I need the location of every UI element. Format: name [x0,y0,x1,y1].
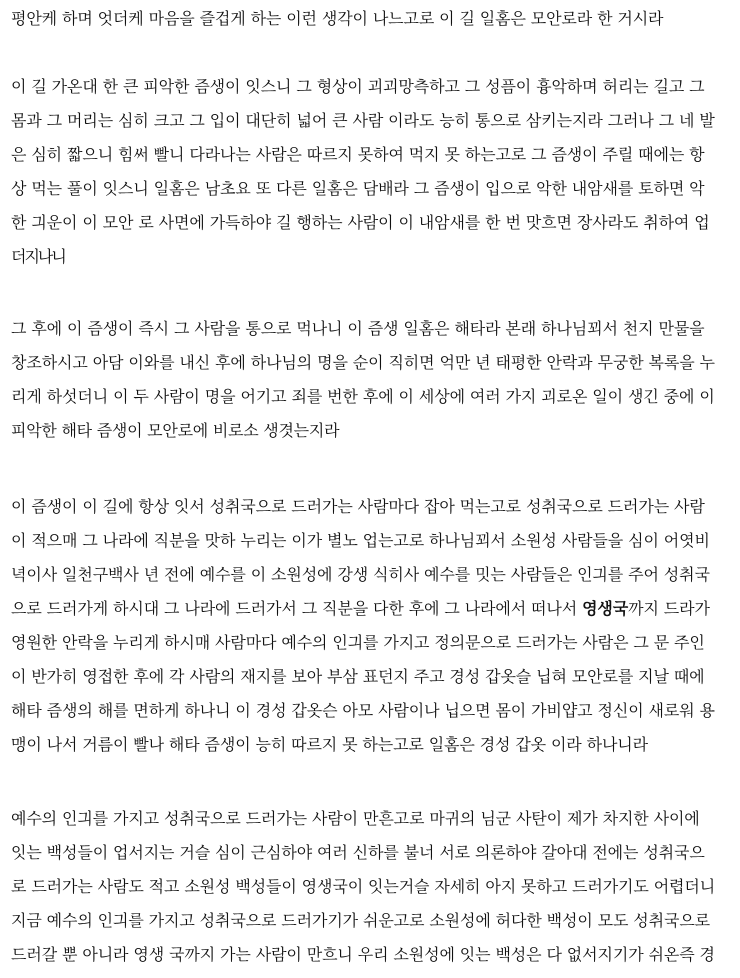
text-line: 녁이사 일천구백사 년 전에 예수를 이 소원성에 강생 식히사 예수를 밋는 사람들은 인긔를 주어 성취국 [11,565,710,584]
text-line: 한 긔운이 이 모안 로 사면에 가득하야 길 행하는 사람이 이 내암새를 한 번 맛흐면 장사라도 취하여 업 [11,213,710,232]
text-line: 맹이 나서 거름이 빨나 해타 즘생이 능히 따르지 못 하는고로 일홈은 경성 갑옷 이라 하나니라 [11,735,648,754]
text-line: 평안케 하며 엇더케 마음을 즐겁게 하는 이런 생각이 나느고로 이 길 일홈은 모안로라 한 거시라 [11,9,664,28]
paragraph-1 [0,2,740,36]
text-segment: 으로 드러가게 하시대 그 나라에 드러가서 그 직분을 다한 후에 그 나라에서 떠나서 [11,599,583,618]
text-line: 이 반가히 영접한 후에 각 사람의 재지를 보아 부삼 표던지 주고 경성 갑옷슬 닙혀 모안로를 지날 때에 [11,667,705,686]
text-line: 몸과 그 머리는 심히 크고 그 입이 대단히 넓어 큰 사람 이라도 능히 통으로 삼키는지라 그러나 그 네 발 [11,111,715,130]
text-line: 이 즘생이 이 길에 항상 잇서 성취국으로 드러가는 사람마다 잡아 먹는고로 성취국으로 드러가는 사람 [11,497,705,516]
text-line: 지금 예수의 인긔를 가지고 성취국으로 드러가기가 쉬운고로 소원성에 허다한 백성이 모도 성취국으로 [11,911,711,930]
text-line: 예수의 인긔를 가지고 성취국으로 드러가는 사람이 만흔고로 마귀의 님군 사탄이 제가 차지한 사이에 [11,809,700,828]
text-line: 드러갈 뿐 아니라 영생 국까지 가는 사람이 만흐니 우리 소원성에 잇는 백성은 다 없서지기가 쉬온즉 경 [11,945,715,964]
text-line: 이 길 가온대 한 큰 피악한 즘생이 잇스니 그 형상이 괴괴망측하고 그 성픔이 흉악하며 허리는 길고 그 [11,77,705,96]
text-line: 은 심히 짧으니 힘써 빨니 다라나는 사람은 따르지 못하여 먹지 못 하는고로 그 즘생이 주릴 때에는 항 [11,145,705,164]
text-line: 더지나니 [11,247,65,266]
paragraph-2 [0,70,740,274]
text-line: 창조하시고 아담 이와를 내신 후에 하나님의 명을 순이 직히면 억만 년 태평한 안락과 무궁한 복록을 누 [11,353,715,372]
paragraph-3 [0,312,740,448]
text-segment: 까지 드라가 [628,599,710,618]
text-line: 이 적으매 그 나라에 직분을 맛하 누리는 이가 별노 업는고로 하나님꾀서 소원성 사람들을 심이 어엿비 [11,531,710,550]
text-line: 그 후에 이 즘생이 즉시 그 사람을 통으로 먹나니 이 즘생 일홈은 해타라 본래 하나님꾀서 천지 만물을 [11,319,705,338]
text-line: 피악한 해타 즘생이 모안로에 비로소 생겻는지라 [11,421,340,440]
paragraph-5 [0,802,740,972]
paragraph-4 [0,490,740,762]
text-line: 로 드러가는 사람도 적고 소원성 백성들이 영생국이 잇는거슬 자세히 아지 못하고 드러가기도 어렵더니 [11,877,716,896]
text-line-with-emphasis [0,592,740,626]
text-line: 잇는 백성들이 업서지는 거슬 심이 근심하야 여러 신하를 불너 서로 의론하야 갈아대 전에는 성취국으 [11,843,705,862]
text-line: 상 먹는 풀이 잇스니 일홈은 남초요 또 다른 일홈은 담배라 그 즘생이 입으로 악한 내암새를 토하면 악 [11,179,705,198]
emphasized-term: 영생국 [582,599,629,618]
text-line: 영원한 안락을 누리게 하시매 사람마다 예수의 인긔를 가지고 정의문으로 드러가는 사람은 그 문 주인 [11,633,705,652]
text-line: 리게 하섯더니 이 두 사람이 명을 어기고 죄를 번한 후에 이 세상에 여러 가지 괴로온 일이 생긴 중에 이 [11,387,715,406]
text-line: 해타 즘생의 해를 면하게 하나니 이 경성 갑옷슨 아모 사람이나 닙으면 몸이 가비얍고 정신이 새로워 용 [11,701,715,720]
